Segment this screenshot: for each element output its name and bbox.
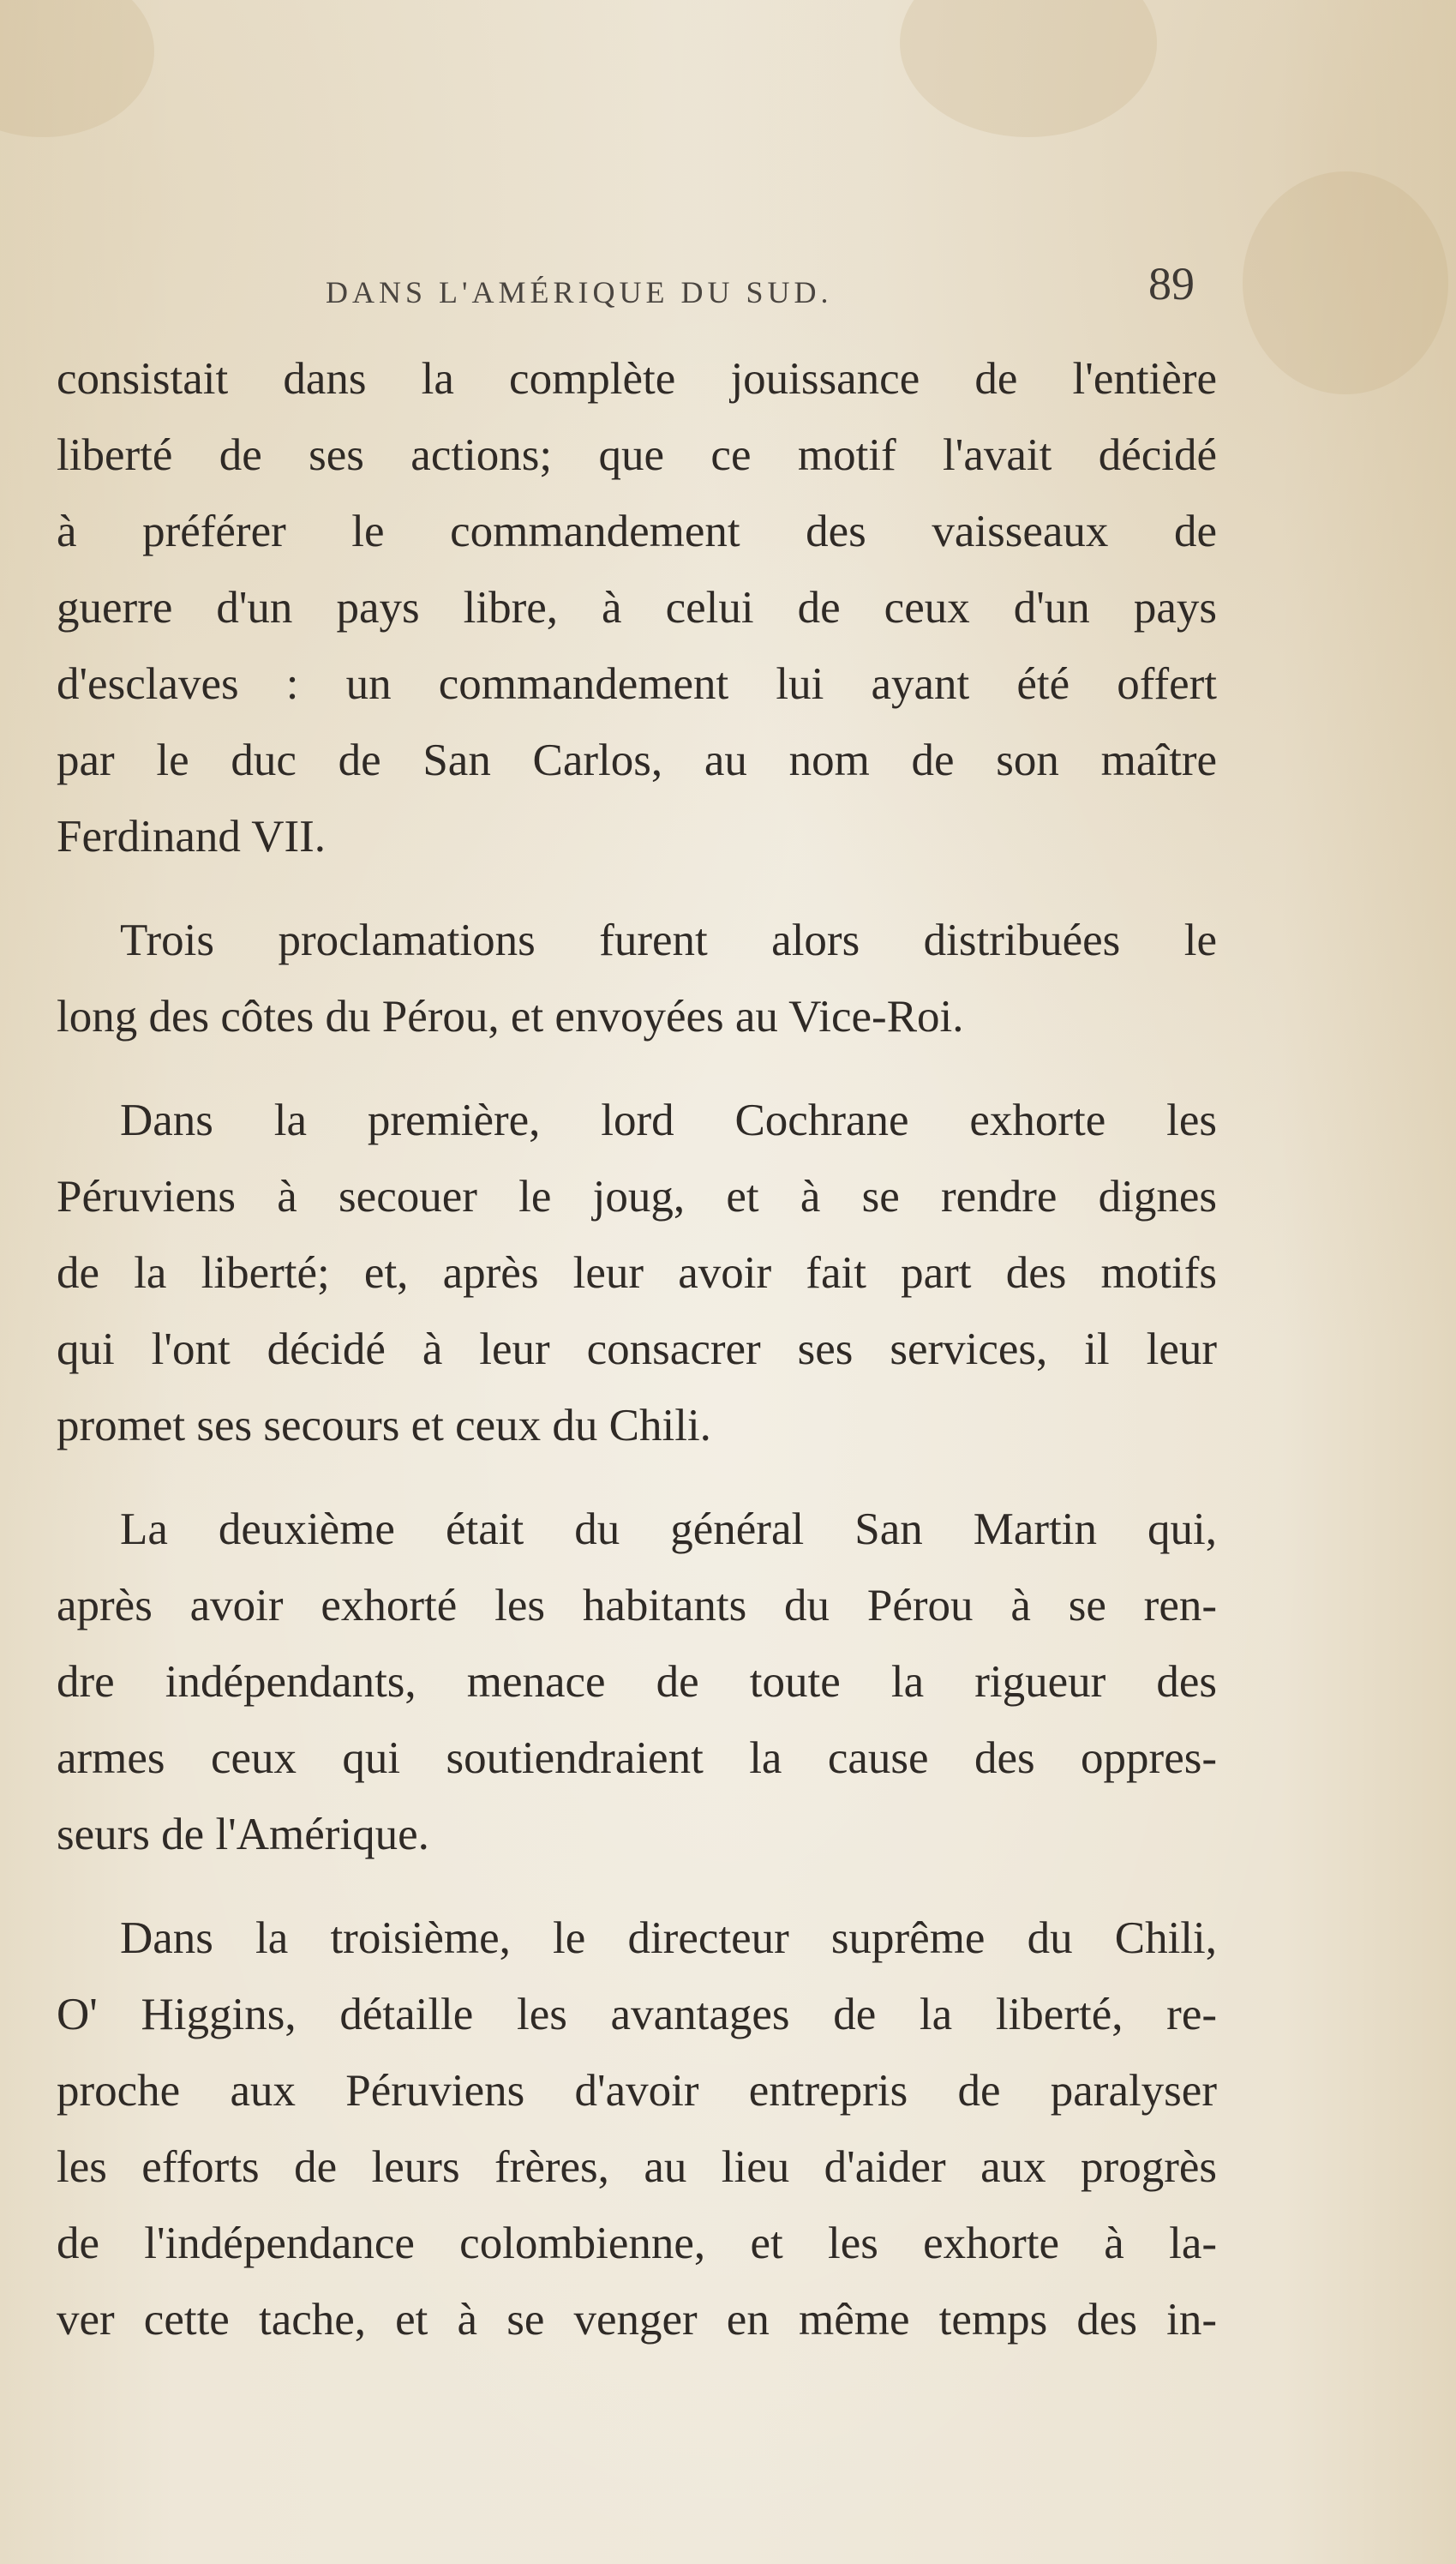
text-line: à préférer le commandement des vaisseaux de bbox=[57, 507, 1217, 556]
running-head: DANS L'AMÉRIQUE DU SUD. bbox=[326, 275, 833, 309]
body-text bbox=[57, 341, 1217, 2386]
text-line: proche aux Péruviens d'avoir entrepris de paralyser bbox=[57, 2066, 1217, 2116]
paragraph-3 bbox=[57, 1083, 1217, 1464]
text-line: les efforts de leurs frères, au lieu d'aider aux progrès bbox=[57, 2142, 1217, 2192]
paragraph-5 bbox=[57, 1900, 1217, 2358]
text-line: Péruviens à secouer le joug, et à se rendre dignes bbox=[57, 1172, 1217, 1222]
text-line: armes ceux qui soutiendraient la cause des oppres- bbox=[57, 1733, 1217, 1783]
text-line: par le duc de San Carlos, au nom de son maître bbox=[57, 736, 1217, 785]
text-line: qui l'ont décidé à leur consacrer ses services, il leur bbox=[57, 1324, 1217, 1374]
text-line: ver cette tache, et à se venger en même temps des in- bbox=[57, 2295, 1217, 2345]
text-line: Dans la première, lord Cochrane exhorte les bbox=[120, 1096, 1217, 1145]
text-line: après avoir exhorté les habitants du Pérou à se ren- bbox=[57, 1581, 1217, 1630]
page-number: 89 bbox=[1148, 258, 1195, 309]
paper-stain bbox=[0, 0, 154, 137]
paragraph-1 bbox=[57, 341, 1217, 875]
text-line: liberté de ses actions; que ce motif l'avait décidé bbox=[57, 430, 1217, 480]
text-line: de la liberté; et, après leur avoir fait part des motifs bbox=[57, 1248, 1217, 1298]
text-line: O' Higgins, détaille les avantages de la liberté, re- bbox=[57, 1990, 1217, 2039]
text-line: d'esclaves : un commandement lui ayant été offert bbox=[57, 659, 1217, 709]
paper-stain bbox=[900, 0, 1157, 137]
text-line: Ferdinand VII. bbox=[57, 812, 327, 862]
text-line: guerre d'un pays libre, à celui de ceux d'un pays bbox=[57, 583, 1217, 633]
text-line: dre indépendants, menace de toute la rigueur des bbox=[57, 1657, 1217, 1707]
text-line: long des côtes du Pérou, et envoyées au Vice-Roi. bbox=[57, 992, 964, 1042]
text-line: de l'indépendance colombienne, et les exhorte à la- bbox=[57, 2219, 1217, 2268]
text-line: La deuxième était du général San Martin qui, bbox=[120, 1504, 1217, 1554]
paragraph-2 bbox=[57, 903, 1217, 1055]
text-line: consistait dans la complète jouissance de l'entière bbox=[57, 354, 1217, 404]
text-line: Dans la troisième, le directeur suprême du Chili, bbox=[120, 1913, 1217, 1963]
text-line: Trois proclamations furent alors distribuées le bbox=[120, 916, 1217, 965]
page-header bbox=[0, 257, 1456, 326]
text-line: seurs de l'Amérique. bbox=[57, 1810, 429, 1859]
text-line: promet ses secours et ceux du Chili. bbox=[57, 1401, 711, 1450]
paragraph-4 bbox=[57, 1492, 1217, 1873]
